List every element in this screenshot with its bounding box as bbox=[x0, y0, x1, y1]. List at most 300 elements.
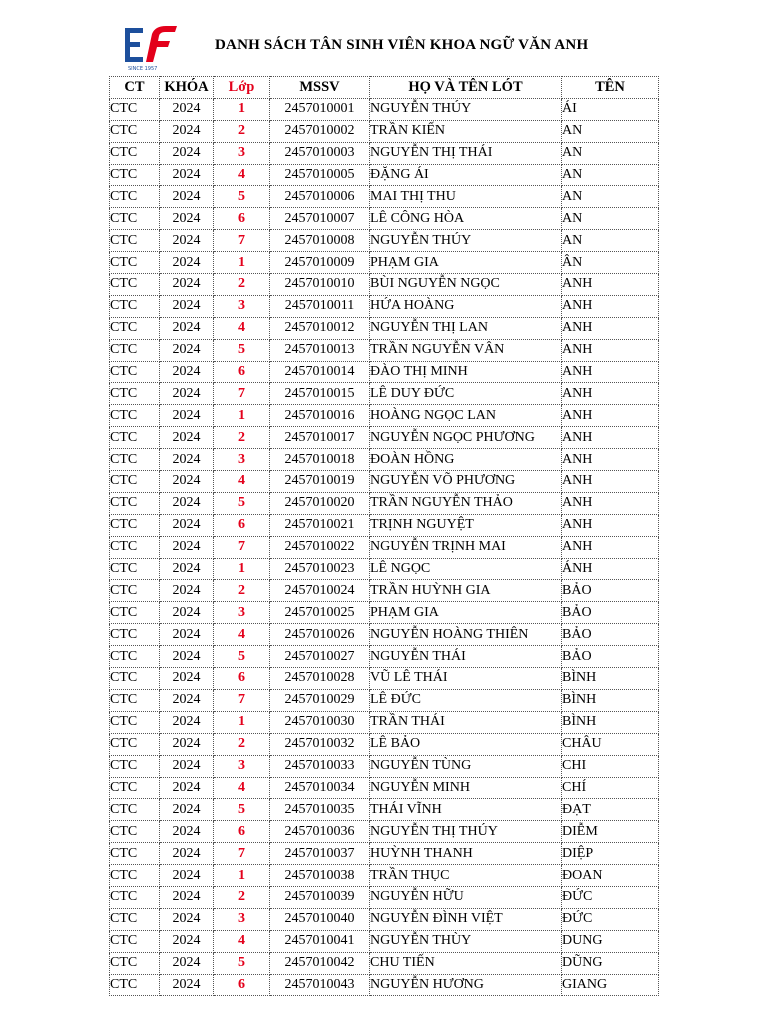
cell-lop: 5 bbox=[214, 646, 270, 668]
cell-ten: ANH bbox=[562, 295, 659, 317]
cell-ten: AN bbox=[562, 186, 659, 208]
cell-khoa: 2024 bbox=[160, 427, 214, 449]
table-row bbox=[110, 886, 659, 908]
cell-ten: ANH bbox=[562, 492, 659, 514]
cell-lop: 1 bbox=[214, 711, 270, 733]
table-row bbox=[110, 558, 659, 580]
cell-mssv: 2457010016 bbox=[270, 405, 370, 427]
cell-ten: BẢO bbox=[562, 646, 659, 668]
cell-ct: CTC bbox=[110, 821, 160, 843]
cell-lop: 4 bbox=[214, 777, 270, 799]
cell-ho-ten-lot: NGUYỄN THỊ THÁI bbox=[370, 142, 562, 164]
cell-ct: CTC bbox=[110, 383, 160, 405]
table-row bbox=[110, 361, 659, 383]
cell-khoa: 2024 bbox=[160, 317, 214, 339]
cell-ct: CTC bbox=[110, 449, 160, 471]
cell-ho-ten-lot: NGUYỄN THÙY bbox=[370, 930, 562, 952]
logo-since-text: SINCE 1957 bbox=[128, 66, 158, 72]
cell-lop: 5 bbox=[214, 339, 270, 361]
table-row bbox=[110, 580, 659, 602]
cell-lop: 3 bbox=[214, 295, 270, 317]
cell-ten: DUNG bbox=[562, 930, 659, 952]
cell-ct: CTC bbox=[110, 777, 160, 799]
cell-ho-ten-lot: NGUYỄN HOÀNG THIÊN bbox=[370, 624, 562, 646]
cell-khoa: 2024 bbox=[160, 514, 214, 536]
cell-ct: CTC bbox=[110, 799, 160, 821]
table-row bbox=[110, 164, 659, 186]
cell-ct: CTC bbox=[110, 711, 160, 733]
cell-ho-ten-lot: VŨ LÊ THÁI bbox=[370, 668, 562, 690]
cell-mssv: 2457010026 bbox=[270, 624, 370, 646]
cell-ten: CHI bbox=[562, 755, 659, 777]
table-body bbox=[110, 98, 659, 996]
cell-lop: 6 bbox=[214, 361, 270, 383]
cell-mssv: 2457010017 bbox=[270, 427, 370, 449]
cell-ten: ANH bbox=[562, 361, 659, 383]
cell-ho-ten-lot: TRẦN THỤC bbox=[370, 865, 562, 887]
cell-ct: CTC bbox=[110, 208, 160, 230]
table-row bbox=[110, 777, 659, 799]
cell-ct: CTC bbox=[110, 930, 160, 952]
cell-ct: CTC bbox=[110, 142, 160, 164]
cell-mssv: 2457010037 bbox=[270, 843, 370, 865]
cell-ten: BẢO bbox=[562, 580, 659, 602]
cell-ten: BÌNH bbox=[562, 689, 659, 711]
cell-ten: ÂN bbox=[562, 252, 659, 274]
cell-ho-ten-lot: HỨA HOÀNG bbox=[370, 295, 562, 317]
cell-lop: 3 bbox=[214, 602, 270, 624]
cell-khoa: 2024 bbox=[160, 799, 214, 821]
cell-mssv: 2457010020 bbox=[270, 492, 370, 514]
cell-mssv: 2457010014 bbox=[270, 361, 370, 383]
cell-lop: 5 bbox=[214, 492, 270, 514]
table-row bbox=[110, 602, 659, 624]
column-header-ten: TÊN bbox=[562, 77, 659, 99]
cell-khoa: 2024 bbox=[160, 186, 214, 208]
cell-mssv: 2457010012 bbox=[270, 317, 370, 339]
page-title: DANH SÁCH TÂN SINH VIÊN KHOA NGỮ VĂN ANH bbox=[215, 37, 589, 53]
cell-ct: CTC bbox=[110, 536, 160, 558]
cell-lop: 3 bbox=[214, 755, 270, 777]
cell-lop: 6 bbox=[214, 514, 270, 536]
cell-ho-ten-lot: PHẠM GIA bbox=[370, 602, 562, 624]
cell-ten: ĐỨC bbox=[562, 886, 659, 908]
cell-mssv: 2457010006 bbox=[270, 186, 370, 208]
cell-ct: CTC bbox=[110, 274, 160, 296]
cell-ten: ANH bbox=[562, 449, 659, 471]
column-header-mssv: MSSV bbox=[270, 77, 370, 99]
cell-ten: ĐẠT bbox=[562, 799, 659, 821]
cell-ct: CTC bbox=[110, 405, 160, 427]
cell-mssv: 2457010030 bbox=[270, 711, 370, 733]
cell-ten: ANH bbox=[562, 339, 659, 361]
table-row bbox=[110, 186, 659, 208]
cell-lop: 7 bbox=[214, 689, 270, 711]
cell-ct: CTC bbox=[110, 471, 160, 493]
cell-lop: 1 bbox=[214, 252, 270, 274]
cell-lop: 6 bbox=[214, 208, 270, 230]
cell-ct: CTC bbox=[110, 886, 160, 908]
cell-ct: CTC bbox=[110, 339, 160, 361]
cell-ct: CTC bbox=[110, 492, 160, 514]
cell-khoa: 2024 bbox=[160, 711, 214, 733]
cell-khoa: 2024 bbox=[160, 274, 214, 296]
cell-ct: CTC bbox=[110, 908, 160, 930]
cell-ten: GIANG bbox=[562, 974, 659, 996]
cell-mssv: 2457010027 bbox=[270, 646, 370, 668]
cell-mssv: 2457010019 bbox=[270, 471, 370, 493]
table-row bbox=[110, 930, 659, 952]
cell-ct: CTC bbox=[110, 427, 160, 449]
cell-ct: CTC bbox=[110, 164, 160, 186]
cell-ten: ANH bbox=[562, 471, 659, 493]
cell-ho-ten-lot: TRẦN NGUYỄN THẢO bbox=[370, 492, 562, 514]
cell-mssv: 2457010041 bbox=[270, 930, 370, 952]
cell-ten: AN bbox=[562, 164, 659, 186]
cell-ho-ten-lot: NGUYỄN HỮU bbox=[370, 886, 562, 908]
cell-lop: 1 bbox=[214, 98, 270, 120]
cell-ho-ten-lot: NGUYỄN THÚY bbox=[370, 98, 562, 120]
cell-mssv: 2457010029 bbox=[270, 689, 370, 711]
cell-mssv: 2457010008 bbox=[270, 230, 370, 252]
cell-mssv: 2457010038 bbox=[270, 865, 370, 887]
cell-mssv: 2457010033 bbox=[270, 755, 370, 777]
table-row bbox=[110, 755, 659, 777]
cell-lop: 2 bbox=[214, 120, 270, 142]
cell-khoa: 2024 bbox=[160, 908, 214, 930]
cell-lop: 3 bbox=[214, 908, 270, 930]
table-row bbox=[110, 471, 659, 493]
cell-ten: AN bbox=[562, 142, 659, 164]
cell-lop: 7 bbox=[214, 536, 270, 558]
cell-mssv: 2457010023 bbox=[270, 558, 370, 580]
cell-ten: DIỆP bbox=[562, 843, 659, 865]
cell-mssv: 2457010005 bbox=[270, 164, 370, 186]
cell-mssv: 2457010001 bbox=[270, 98, 370, 120]
table-row bbox=[110, 799, 659, 821]
cell-ct: CTC bbox=[110, 733, 160, 755]
cell-ho-ten-lot: TRẦN THÁI bbox=[370, 711, 562, 733]
cell-mssv: 2457010002 bbox=[270, 120, 370, 142]
cell-ten: ANH bbox=[562, 383, 659, 405]
cell-mssv: 2457010009 bbox=[270, 252, 370, 274]
cell-lop: 2 bbox=[214, 274, 270, 296]
table-row bbox=[110, 514, 659, 536]
table-row bbox=[110, 865, 659, 887]
cell-khoa: 2024 bbox=[160, 471, 214, 493]
table-row bbox=[110, 120, 659, 142]
cell-ho-ten-lot: LÊ BẢO bbox=[370, 733, 562, 755]
cell-khoa: 2024 bbox=[160, 98, 214, 120]
table-row bbox=[110, 208, 659, 230]
cell-ho-ten-lot: LÊ ĐỨC bbox=[370, 689, 562, 711]
cell-ct: CTC bbox=[110, 952, 160, 974]
table-row bbox=[110, 689, 659, 711]
table-row bbox=[110, 843, 659, 865]
table-row bbox=[110, 821, 659, 843]
cell-lop: 4 bbox=[214, 317, 270, 339]
cell-mssv: 2457010040 bbox=[270, 908, 370, 930]
cell-ho-ten-lot: PHẠM GIA bbox=[370, 252, 562, 274]
cell-ten: ANH bbox=[562, 536, 659, 558]
cell-ct: CTC bbox=[110, 361, 160, 383]
cell-ten: DIỄM bbox=[562, 821, 659, 843]
cell-ct: CTC bbox=[110, 186, 160, 208]
cell-lop: 1 bbox=[214, 558, 270, 580]
cell-mssv: 2457010022 bbox=[270, 536, 370, 558]
cell-ten: ANH bbox=[562, 514, 659, 536]
cell-ct: CTC bbox=[110, 514, 160, 536]
cell-lop: 7 bbox=[214, 383, 270, 405]
cell-khoa: 2024 bbox=[160, 580, 214, 602]
cell-ct: CTC bbox=[110, 317, 160, 339]
cell-khoa: 2024 bbox=[160, 558, 214, 580]
cell-khoa: 2024 bbox=[160, 646, 214, 668]
cell-ct: CTC bbox=[110, 624, 160, 646]
cell-mssv: 2457010032 bbox=[270, 733, 370, 755]
table-row bbox=[110, 405, 659, 427]
table-row bbox=[110, 317, 659, 339]
cell-ct: CTC bbox=[110, 558, 160, 580]
cell-ho-ten-lot: ĐOÀN HỒNG bbox=[370, 449, 562, 471]
table-row bbox=[110, 295, 659, 317]
cell-ho-ten-lot: TRỊNH NGUYỆT bbox=[370, 514, 562, 536]
cell-ho-ten-lot: NGUYỄN THỊ THÚY bbox=[370, 821, 562, 843]
cell-ten: DŨNG bbox=[562, 952, 659, 974]
faculty-logo bbox=[122, 22, 180, 72]
cell-lop: 7 bbox=[214, 230, 270, 252]
cell-lop: 5 bbox=[214, 799, 270, 821]
cell-mssv: 2457010021 bbox=[270, 514, 370, 536]
cell-khoa: 2024 bbox=[160, 405, 214, 427]
table-header-row bbox=[110, 77, 659, 99]
cell-khoa: 2024 bbox=[160, 602, 214, 624]
cell-mssv: 2457010007 bbox=[270, 208, 370, 230]
cell-lop: 6 bbox=[214, 974, 270, 996]
cell-ten: ANH bbox=[562, 274, 659, 296]
cell-khoa: 2024 bbox=[160, 492, 214, 514]
cell-ct: CTC bbox=[110, 230, 160, 252]
cell-ten: ÁNH bbox=[562, 558, 659, 580]
cell-ct: CTC bbox=[110, 974, 160, 996]
cell-ct: CTC bbox=[110, 689, 160, 711]
cell-khoa: 2024 bbox=[160, 120, 214, 142]
cell-mssv: 2457010013 bbox=[270, 339, 370, 361]
cell-ten: ANH bbox=[562, 427, 659, 449]
cell-mssv: 2457010024 bbox=[270, 580, 370, 602]
cell-ho-ten-lot: ĐẶNG ÁI bbox=[370, 164, 562, 186]
column-header-lop: Lớp bbox=[214, 77, 270, 99]
cell-ct: CTC bbox=[110, 668, 160, 690]
cell-ten: BÌNH bbox=[562, 668, 659, 690]
cell-ct: CTC bbox=[110, 865, 160, 887]
cell-ho-ten-lot: NGUYỄN HƯƠNG bbox=[370, 974, 562, 996]
cell-khoa: 2024 bbox=[160, 930, 214, 952]
cell-mssv: 2457010042 bbox=[270, 952, 370, 974]
table-row bbox=[110, 142, 659, 164]
cell-lop: 6 bbox=[214, 821, 270, 843]
cell-ho-ten-lot: NGUYỄN TÙNG bbox=[370, 755, 562, 777]
table-row bbox=[110, 952, 659, 974]
cell-mssv: 2457010018 bbox=[270, 449, 370, 471]
cell-mssv: 2457010039 bbox=[270, 886, 370, 908]
cell-khoa: 2024 bbox=[160, 689, 214, 711]
student-roster-table bbox=[109, 76, 659, 996]
cell-ct: CTC bbox=[110, 843, 160, 865]
cell-ho-ten-lot: LÊ CÔNG HÒA bbox=[370, 208, 562, 230]
cell-lop: 6 bbox=[214, 668, 270, 690]
cell-lop: 3 bbox=[214, 142, 270, 164]
cell-ct: CTC bbox=[110, 98, 160, 120]
cell-lop: 2 bbox=[214, 427, 270, 449]
table-row bbox=[110, 733, 659, 755]
cell-khoa: 2024 bbox=[160, 777, 214, 799]
cell-khoa: 2024 bbox=[160, 668, 214, 690]
cell-ten: ANH bbox=[562, 317, 659, 339]
table-row bbox=[110, 668, 659, 690]
cell-ho-ten-lot: LÊ DUY ĐỨC bbox=[370, 383, 562, 405]
cell-ten: AN bbox=[562, 208, 659, 230]
cell-ho-ten-lot: NGUYỄN TRỊNH MAI bbox=[370, 536, 562, 558]
cell-khoa: 2024 bbox=[160, 865, 214, 887]
cell-ten: CHÂU bbox=[562, 733, 659, 755]
column-header-khoa: KHÓA bbox=[160, 77, 214, 99]
logo-icon bbox=[122, 22, 180, 72]
cell-khoa: 2024 bbox=[160, 974, 214, 996]
cell-khoa: 2024 bbox=[160, 361, 214, 383]
table-row bbox=[110, 646, 659, 668]
cell-ho-ten-lot: BÙI NGUYỄN NGỌC bbox=[370, 274, 562, 296]
cell-khoa: 2024 bbox=[160, 142, 214, 164]
cell-khoa: 2024 bbox=[160, 164, 214, 186]
cell-lop: 4 bbox=[214, 624, 270, 646]
cell-khoa: 2024 bbox=[160, 755, 214, 777]
cell-ho-ten-lot: THÁI VĨNH bbox=[370, 799, 562, 821]
table-row bbox=[110, 908, 659, 930]
cell-khoa: 2024 bbox=[160, 295, 214, 317]
table-row bbox=[110, 230, 659, 252]
table-row bbox=[110, 449, 659, 471]
cell-lop: 2 bbox=[214, 580, 270, 602]
cell-ho-ten-lot: HOÀNG NGỌC LAN bbox=[370, 405, 562, 427]
table-row bbox=[110, 427, 659, 449]
cell-mssv: 2457010025 bbox=[270, 602, 370, 624]
cell-khoa: 2024 bbox=[160, 886, 214, 908]
cell-ct: CTC bbox=[110, 646, 160, 668]
cell-khoa: 2024 bbox=[160, 383, 214, 405]
cell-khoa: 2024 bbox=[160, 821, 214, 843]
cell-lop: 5 bbox=[214, 952, 270, 974]
table-row bbox=[110, 711, 659, 733]
cell-ct: CTC bbox=[110, 252, 160, 274]
cell-ten: AN bbox=[562, 120, 659, 142]
cell-lop: 4 bbox=[214, 164, 270, 186]
cell-ho-ten-lot: HUỲNH THANH bbox=[370, 843, 562, 865]
cell-mssv: 2457010035 bbox=[270, 799, 370, 821]
table-row bbox=[110, 98, 659, 120]
column-header-ct: CT bbox=[110, 77, 160, 99]
cell-ho-ten-lot: CHU TIẾN bbox=[370, 952, 562, 974]
cell-lop: 4 bbox=[214, 930, 270, 952]
cell-ho-ten-lot: NGUYỄN ĐÌNH VIỆT bbox=[370, 908, 562, 930]
cell-lop: 7 bbox=[214, 843, 270, 865]
cell-mssv: 2457010003 bbox=[270, 142, 370, 164]
cell-ct: CTC bbox=[110, 120, 160, 142]
cell-khoa: 2024 bbox=[160, 449, 214, 471]
cell-ten: BẢO bbox=[562, 624, 659, 646]
cell-khoa: 2024 bbox=[160, 252, 214, 274]
cell-ten: ĐỨC bbox=[562, 908, 659, 930]
cell-ho-ten-lot: NGUYỄN THÚY bbox=[370, 230, 562, 252]
cell-ho-ten-lot: TRẦN HUỲNH GIA bbox=[370, 580, 562, 602]
cell-ho-ten-lot: NGUYỄN VÕ PHƯƠNG bbox=[370, 471, 562, 493]
table-row bbox=[110, 492, 659, 514]
cell-khoa: 2024 bbox=[160, 536, 214, 558]
cell-lop: 4 bbox=[214, 471, 270, 493]
cell-khoa: 2024 bbox=[160, 230, 214, 252]
cell-mssv: 2457010043 bbox=[270, 974, 370, 996]
cell-lop: 2 bbox=[214, 733, 270, 755]
cell-ten: BẢO bbox=[562, 602, 659, 624]
cell-mssv: 2457010028 bbox=[270, 668, 370, 690]
cell-lop: 3 bbox=[214, 449, 270, 471]
cell-khoa: 2024 bbox=[160, 339, 214, 361]
table-row bbox=[110, 624, 659, 646]
cell-ho-ten-lot: NGUYỄN THÁI bbox=[370, 646, 562, 668]
cell-mssv: 2457010036 bbox=[270, 821, 370, 843]
table-row bbox=[110, 974, 659, 996]
table-row bbox=[110, 252, 659, 274]
table-row bbox=[110, 536, 659, 558]
cell-ten: BÌNH bbox=[562, 711, 659, 733]
cell-mssv: 2457010010 bbox=[270, 274, 370, 296]
cell-ten: AN bbox=[562, 230, 659, 252]
cell-ten: ĐOAN bbox=[562, 865, 659, 887]
cell-ten: ANH bbox=[562, 405, 659, 427]
cell-mssv: 2457010015 bbox=[270, 383, 370, 405]
cell-mssv: 2457010011 bbox=[270, 295, 370, 317]
cell-ho-ten-lot: NGUYỄN THỊ LAN bbox=[370, 317, 562, 339]
cell-ho-ten-lot: TRẦN NGUYỄN VÂN bbox=[370, 339, 562, 361]
cell-ho-ten-lot: NGUYỄN MINH bbox=[370, 777, 562, 799]
cell-ho-ten-lot: LÊ NGỌC bbox=[370, 558, 562, 580]
cell-khoa: 2024 bbox=[160, 952, 214, 974]
cell-ten: ÁI bbox=[562, 98, 659, 120]
cell-lop: 1 bbox=[214, 865, 270, 887]
cell-ho-ten-lot: MAI THỊ THU bbox=[370, 186, 562, 208]
column-header-ho-ten-lot: HỌ VÀ TÊN LÓT bbox=[370, 77, 562, 99]
cell-ct: CTC bbox=[110, 755, 160, 777]
cell-ho-ten-lot: ĐÀO THỊ MINH bbox=[370, 361, 562, 383]
cell-ct: CTC bbox=[110, 580, 160, 602]
cell-lop: 2 bbox=[214, 886, 270, 908]
cell-ten: CHÍ bbox=[562, 777, 659, 799]
cell-ho-ten-lot: NGUYỄN NGỌC PHƯƠNG bbox=[370, 427, 562, 449]
cell-ct: CTC bbox=[110, 602, 160, 624]
table-row bbox=[110, 339, 659, 361]
cell-lop: 1 bbox=[214, 405, 270, 427]
cell-khoa: 2024 bbox=[160, 843, 214, 865]
cell-khoa: 2024 bbox=[160, 624, 214, 646]
table-row bbox=[110, 274, 659, 296]
cell-mssv: 2457010034 bbox=[270, 777, 370, 799]
table-row bbox=[110, 383, 659, 405]
cell-ct: CTC bbox=[110, 295, 160, 317]
cell-khoa: 2024 bbox=[160, 733, 214, 755]
cell-ho-ten-lot: TRẦN KIẾN bbox=[370, 120, 562, 142]
cell-khoa: 2024 bbox=[160, 208, 214, 230]
cell-lop: 5 bbox=[214, 186, 270, 208]
